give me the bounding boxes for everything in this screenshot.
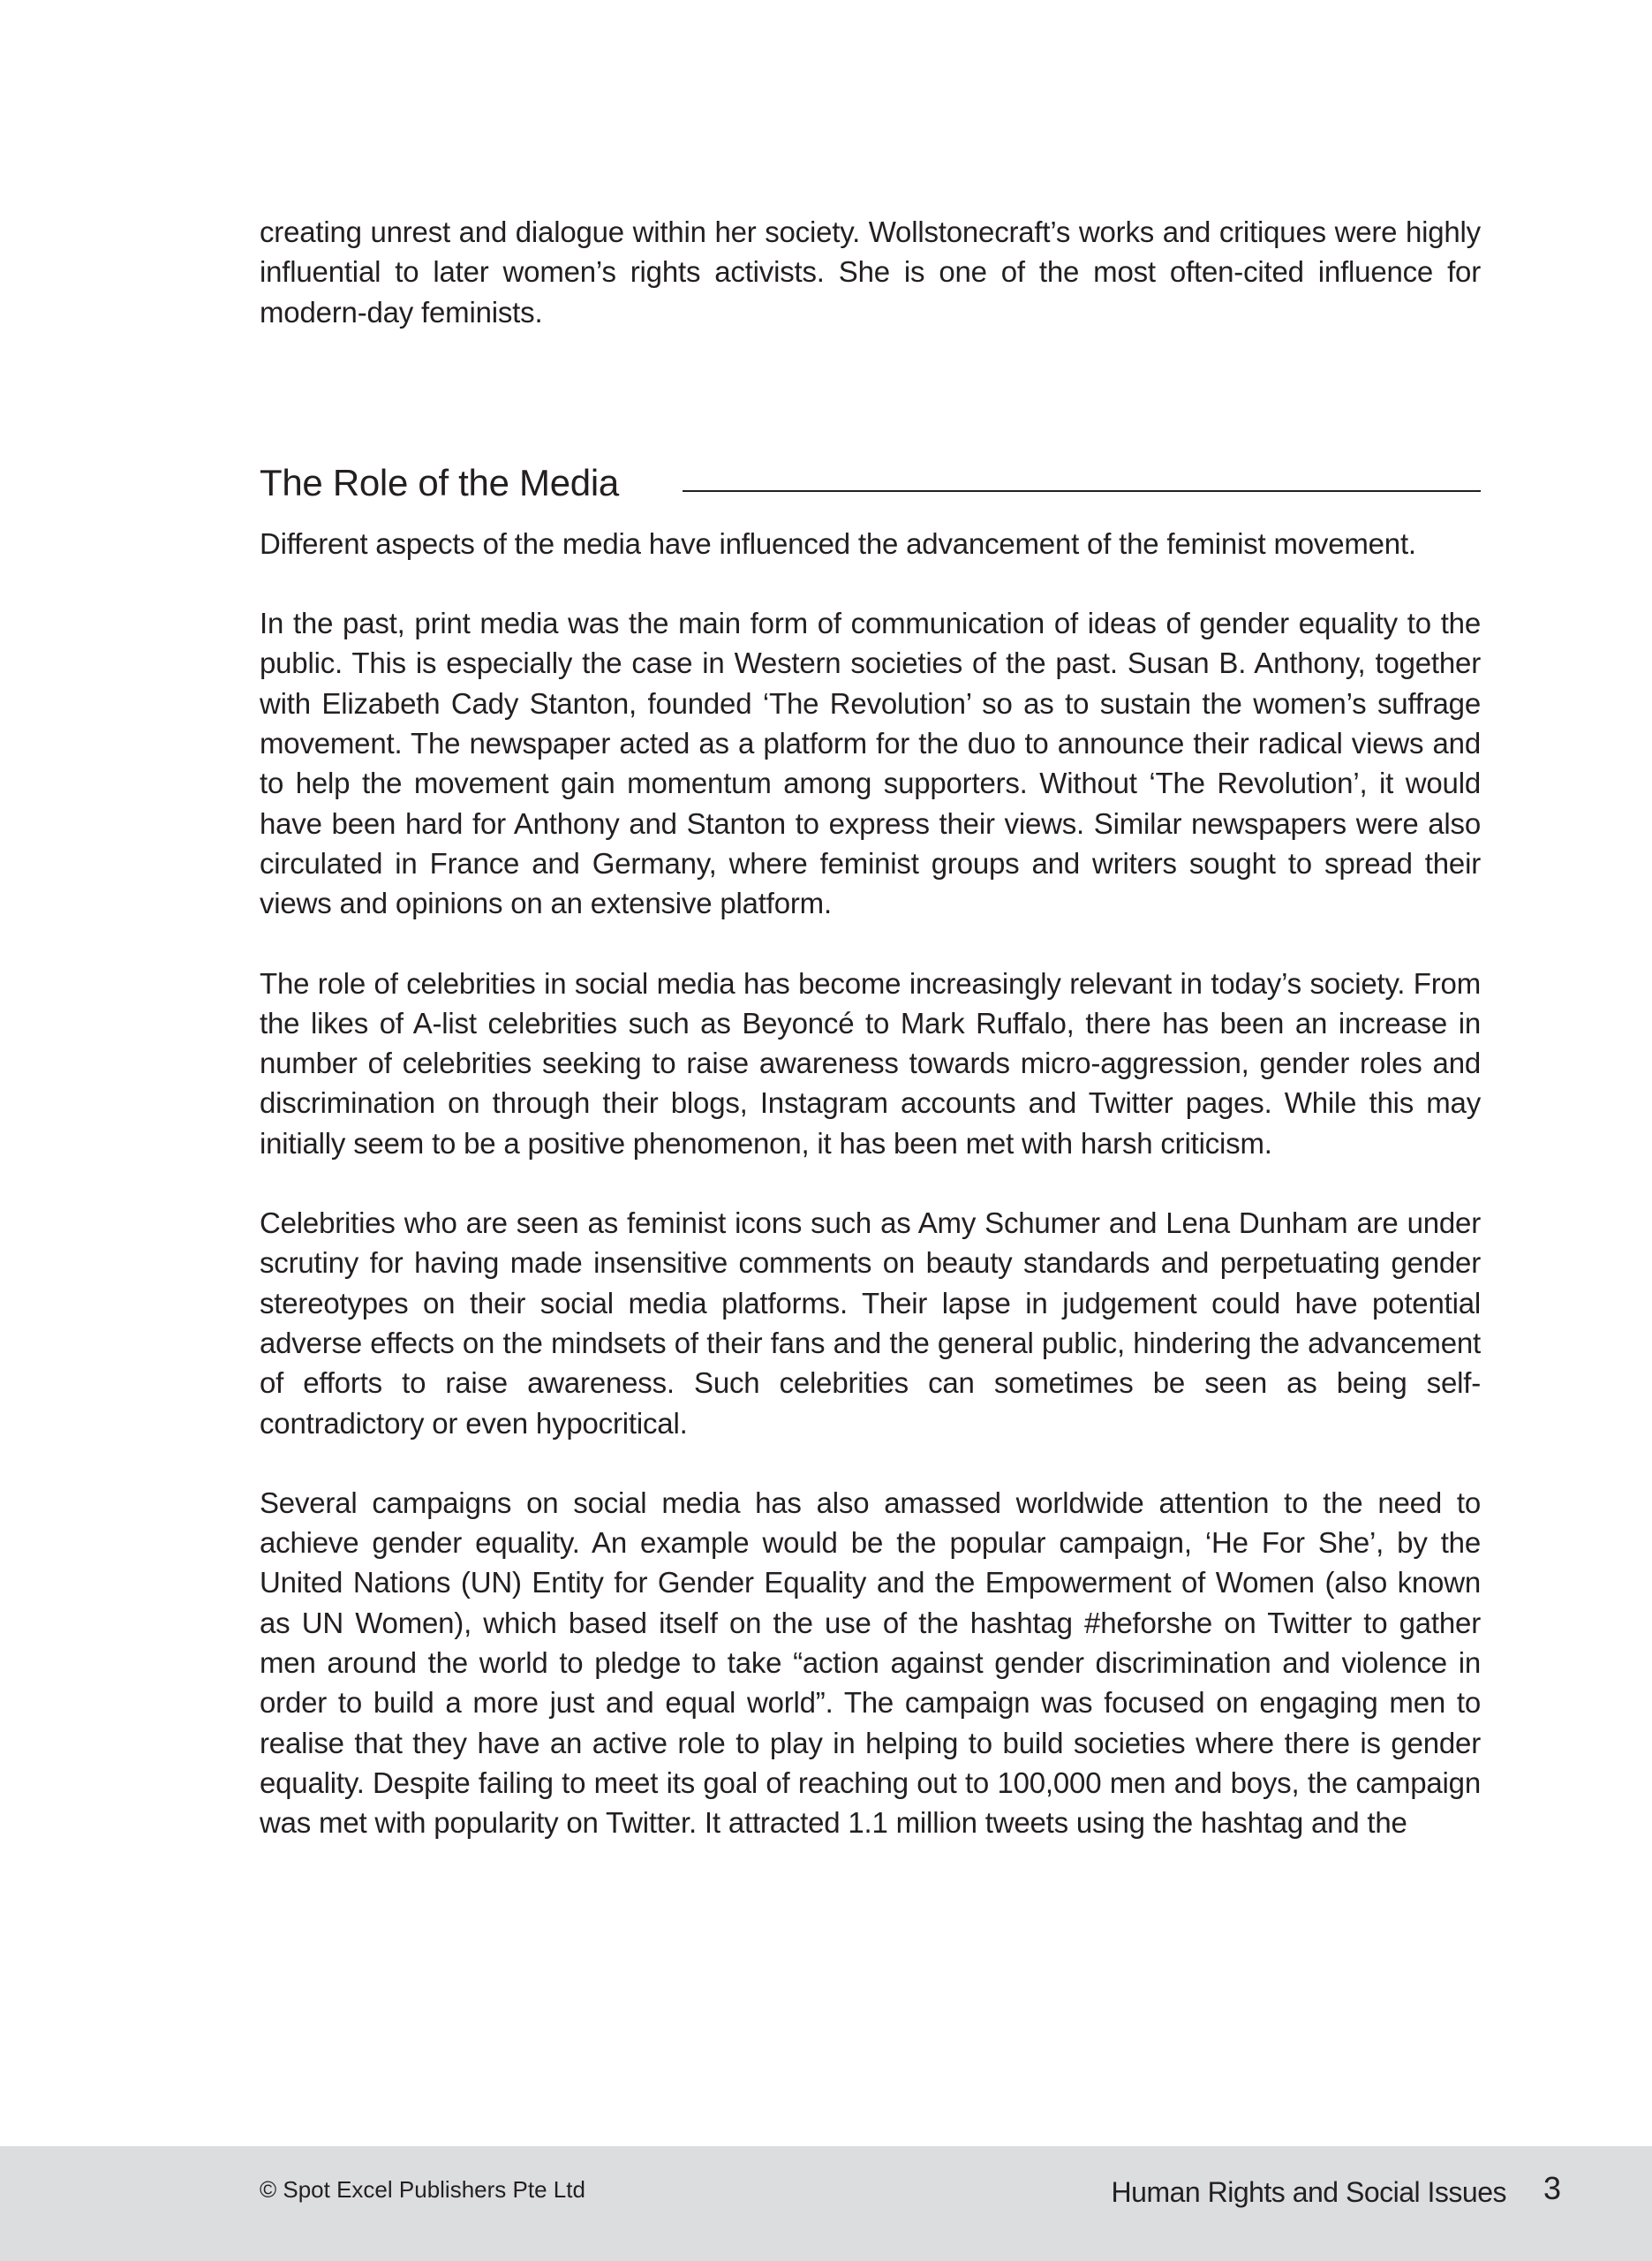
book-title: Human Rights and Social Issues (1111, 2176, 1506, 2208)
page-number: 3 (1543, 2170, 1561, 2206)
section-paragraph: Different aspects of the media have influenced the advancement of the feminist movement. (260, 526, 1416, 560)
intro-paragraph: creating unrest and dialogue within her society. Wollstonecraft’s works and critiques were highly influential to later women’s rights activists. She is one of the most often-cited influence for modern-day feminists. (260, 216, 1481, 329)
section-paragraph: Several campaigns on social media has also amassed worldwide attention to the need to achieve gender equality. An example would be the popular campaign, ‘He For She’, by the United Nations (UN) Entity for Gender Equality and the Empowerment of Women (also known as UN Women), which based itself on the use of the hashtag #heforshe on Twitter to gather men around the world to pledge to take “action against gender discrimination and violence in order to build a more just and equal world”. The campaign was focused on engaging men to realise that they have an active role to play in helping to build societies where there is gender equality. Despite failing to meet its goal of reaching out to 100,000 men and boys, the campaign was met with popularity on Twitter. It attracted 1.1 million tweets using the hashtag and the (260, 1486, 1481, 1840)
page-body (260, 212, 1481, 1843)
section-paragraph: In the past, print media was the main form of communication of ideas of gender equality to the public. This is especially the case in Western societies of the past. Susan B. Anthony, together with Elizabeth Cady Stanton, founded ‘The Revolution’ so as to sustain the women’s suffrage movement. The newspaper acted as a platform for the duo to announce their radical views and to help the movement gain momentum among supporters. Without ‘The Revolution’, it would have been hard for Anthony and Stanton to express their views. Similar newspapers were also circulated in France and Germany, where feminist groups and writers sought to spread their views and opinions on an extensive platform. (260, 607, 1481, 920)
page-footer (0, 2146, 1652, 2261)
section-heading-row (260, 453, 1481, 506)
section-title: The Role of the Media (260, 461, 619, 503)
heading-rule (683, 490, 1481, 492)
section-paragraph: The role of celebrities in social media has become increasingly relevant in today’s society. From the likes of A-list celebrities such as Beyoncé to Mark Ruffalo, there has been an increase in number of celebrities seeking to raise awareness towards micro-aggression, gender roles and discrimination on through their blogs, Instagram accounts and Twitter pages. While this may initially seem to be a positive phenomenon, it has been met with harsh criticism. (260, 966, 1481, 1160)
section-paragraph: Celebrities who are seen as feminist icons such as Amy Schumer and Lena Dunham are under scrutiny for having made insensitive comments on beauty standards and perpetuating gender stereotypes on their social media platforms. Their lapse in judgement could have potential adverse effects on the mindsets of their fans and the general public, hindering the advancement of efforts to raise awareness. Such celebrities can sometimes be seen as being self-contradictory or even hypocritical. (260, 1206, 1481, 1440)
copyright-notice: © Spot Excel Publishers Pte Ltd (260, 2176, 585, 2203)
